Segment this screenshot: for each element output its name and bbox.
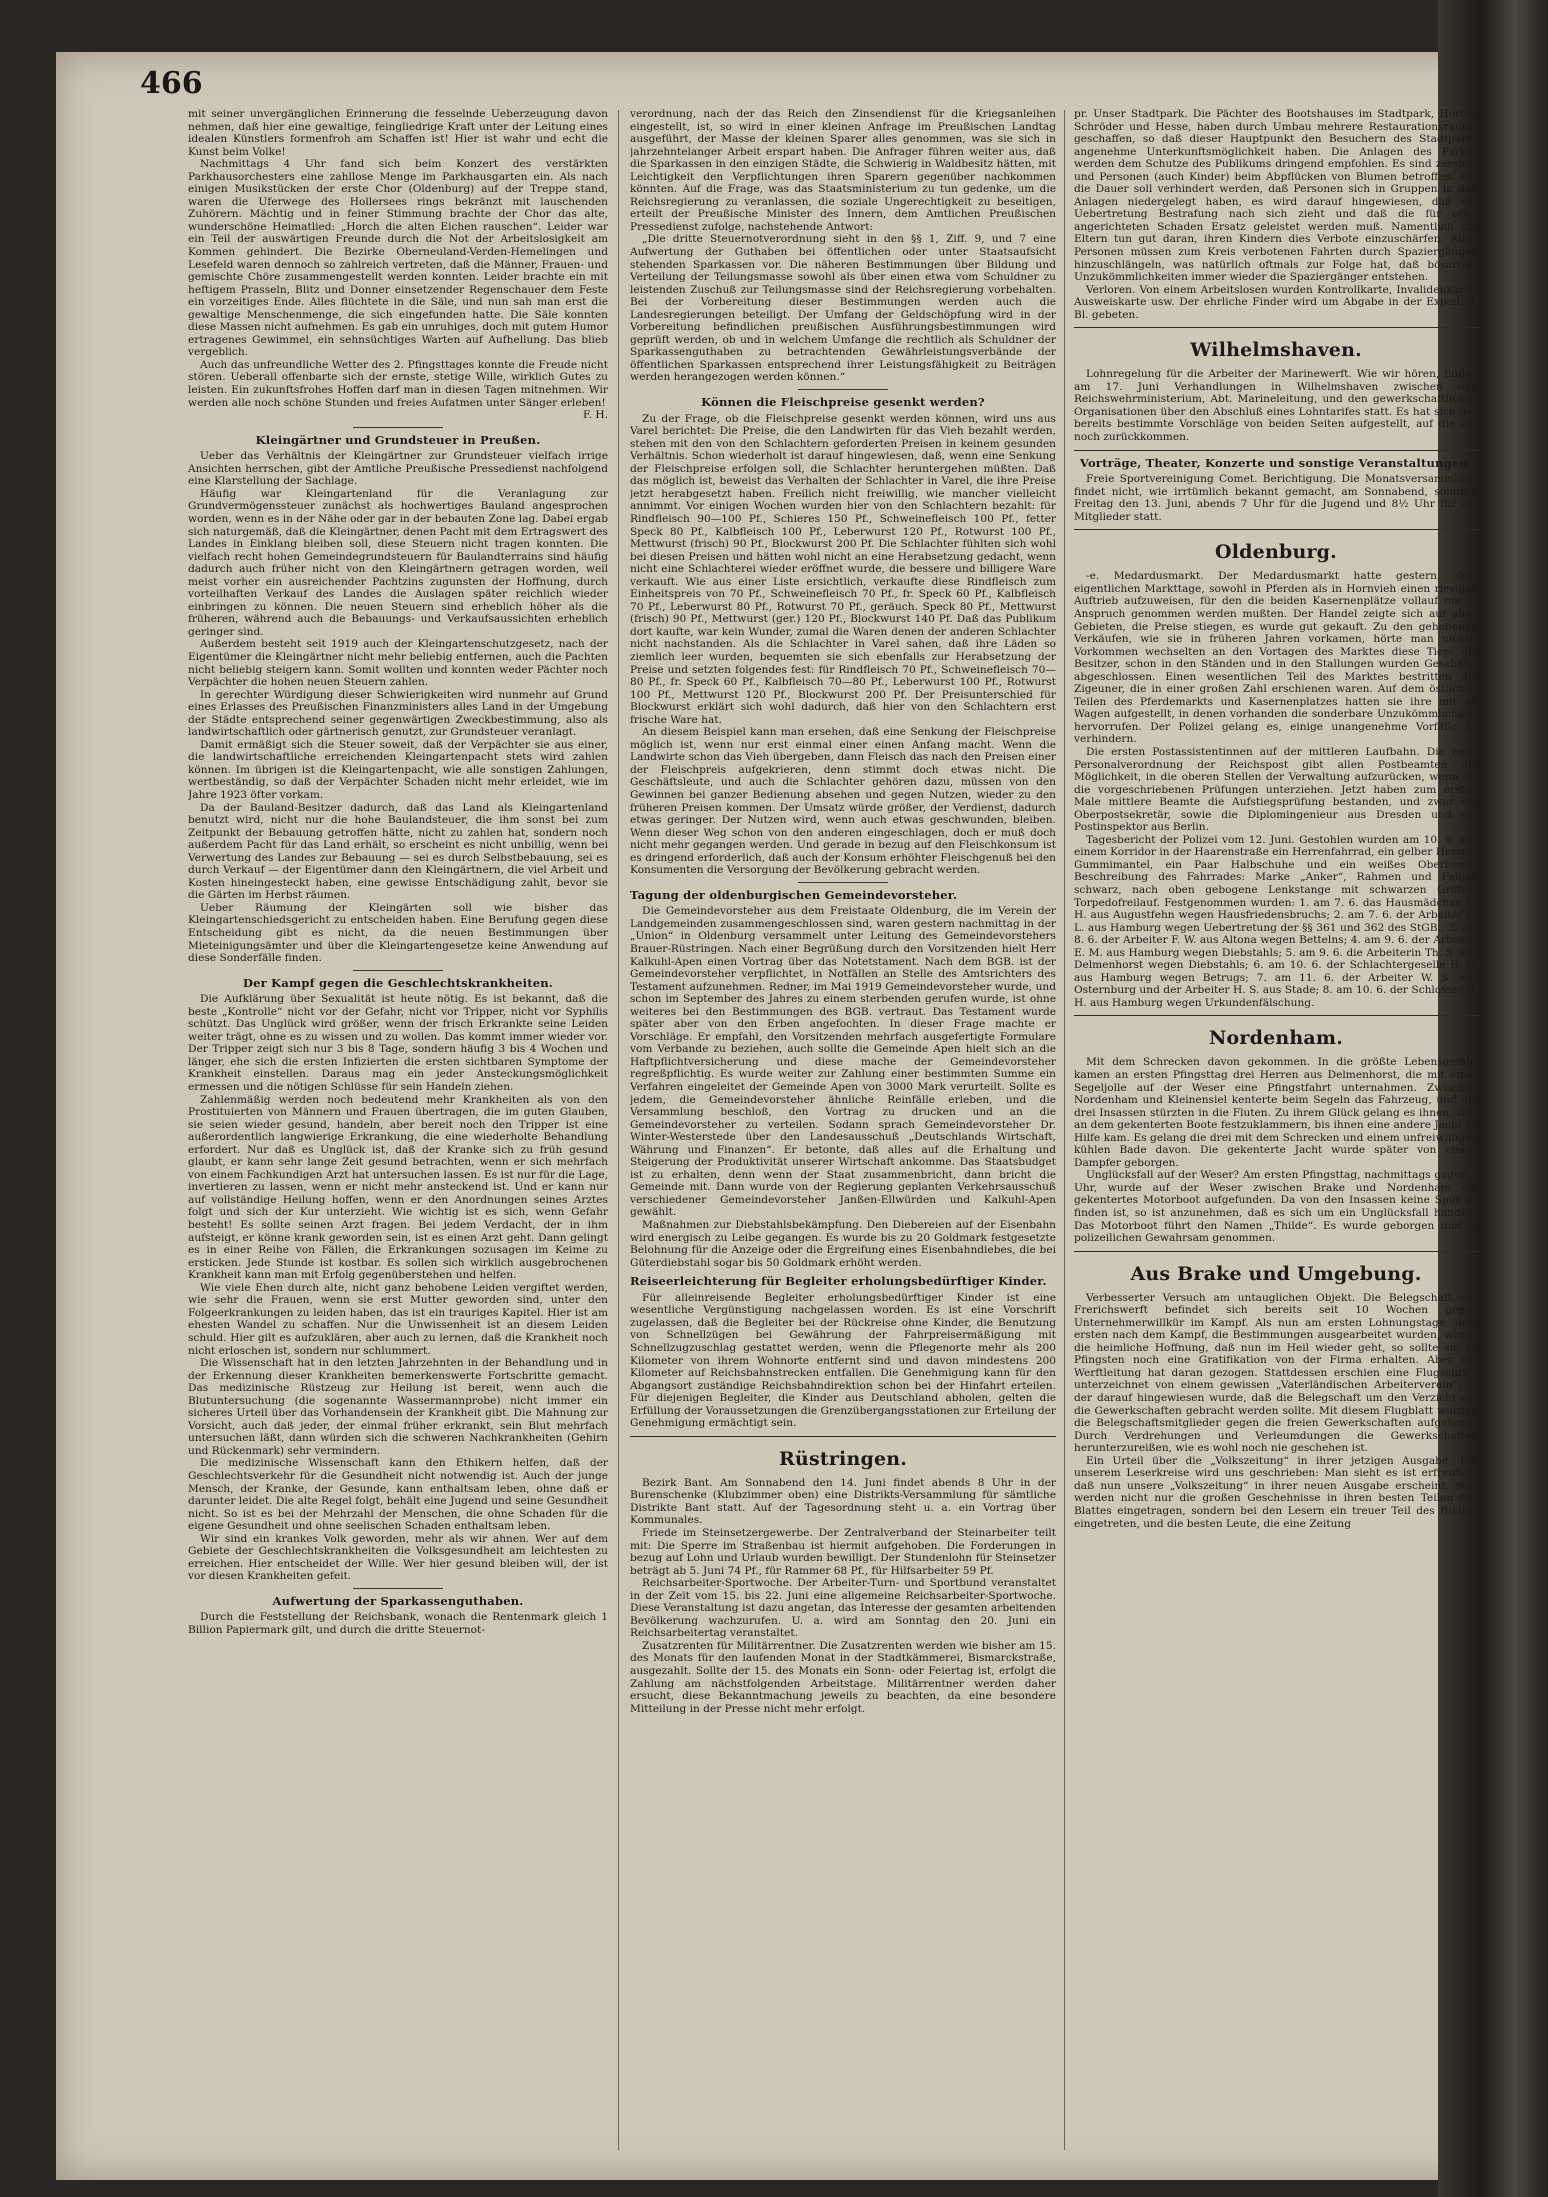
article-text: Unglücksfall auf der Weser? Am ersten Pfingsttag, nachmittags gegen 3 Uhr, wurde auf der Weser zwischen Brake und Nordenham ein gekentertes Motorboot aufgefunden. Da von den Insassen keine Spur zu finden ist, so ist anzunehmen, daß es sich um ein Unglücksfall handelt. Das Motorboot führt den Namen „Thilde“. Es wurde geborgen und in polizeilichen Gewahrsam genommen.: [1074, 1169, 1478, 1245]
article-text: Da der Bauland-Besitzer dadurch, daß das Land als Kleingartenland benutzt wird, nicht nur die hohe Baulandsteuer, die ihm sonst bei zum Zeitpunkt der Bebauung getroffen hätte, nicht zu zahlen hat, sondern noch außerdem Pacht für das Land erhält, so erscheint es nicht unbillig, wenn bei Verwertung des Landes zur Bebauung — sei es durch Selbstbebauung, sei es durch Verkauf — der Eigentümer dann den Kleingärtnern, die viel Arbeit und Kosten hineingesteckt haben, eine gewisse Entschädigung zahlt, bevor sie die Gärten im Herbst räumen.: [188, 801, 608, 902]
article-text: Ueber das Verhältnis der Kleingärtner zur Grundsteuer vielfach irrige Ansichten herrschen, gibt der Amtliche Preußische Pressedienst nachfolgend eine Klarstellung der Sachlage.: [188, 450, 608, 488]
separator: [353, 1588, 443, 1589]
column-left: [188, 108, 608, 2158]
article-text: Maßnahmen zur Diebstahlsbekämpfung. Den Diebereien auf der Eisenbahn wird energisch zu Leibe gegangen. Es wurde bis zu 20 Goldmark festgesetzte Belohnung für die Anzeige oder die Ergreifung eines Eisenbahndiebes, die bei Güterdiebstahl sogar bis 50 Goldmark erhöht werden.: [630, 1219, 1056, 1269]
article-text: Verloren. Von einem Arbeitslosen wurden Kontrollkarte, Invalidenkarte, Ausweiskarte usw. Der ehrliche Finder wird um Abgabe in der Exped. d. Bl. gebeten.: [1074, 283, 1478, 321]
headline: Tagung der oldenburgischen Gemeindevorsteher.: [630, 887, 958, 902]
headline: Können die Fleischpreise gesenkt werden?: [701, 395, 985, 410]
article-text: Häufig war Kleingartenland für die Veranlagung zur Grundvermögenssteuer zunächst als hochwertiges Bauland angesprochen worden, wenn es in der Nähe oder gar in der bebauten Zone lag. Dabei ergab sich naturgemäß, daß die Kleingärtner, denen Pacht mit dem Ertragswert des Landes in Einklang bleiben soll, diese Steuern nicht tragen konnten. Die vielfach recht hohen Gemeindegrundsteuern für Baulandterrains sind häufig dadurch auch früher nicht von den Kleingärtnern getragen worden, weil meist vorher ein ausreichender Pachtzins zugunsten der Hoffnung, durch vorteilhaften Verkauf des Landes die Auslagen später reichlich wieder einbringen zu können. Die neuen Steuern sind erheblich höher als die früheren, während auch die Bebauungs- und Verkaufsaussichten erheblich geringer sind.: [188, 487, 608, 638]
headline: Kleingärtner und Grundsteuer in Preußen.: [255, 432, 541, 447]
article-text: Ueber Räumung der Kleingärten soll wie bisher das Kleingartenschiedsgericht zu entscheiden haben. Eine Berufung gegen diese Entscheidung gibt es nicht, da die neuen Bestimmungen über Mieteinigungsämter und über die Kleingartengesetze keine Anwendung auf diese Sonderfälle finden.: [188, 901, 608, 965]
article-text: Die Aufklärung über Sexualität ist heute nötig. Es ist bekannt, daß die beste „Kontrolle“ nicht vor der Gefahr, nicht vor Tripper, nicht vor Syphilis schützt. Das Unglück wird größer, wenn der frisch Erkrankte seine Leiden weiter trägt, ohne es zu wissen und zu wollen. Das kommt immer wieder vor. Der Tripper zeigt sich nur 3 bis 8 Tage, sondern häufig 3 bis 4 Wochen und länger, ehe sich die ersten Infizierten die ersten sichtbaren Symptome der Krankheit einstellen. Daraus mag ein jeder Ansteckungsmöglichkeit ermessen und die nötigen Schlüsse für sein Handeln ziehen.: [188, 993, 608, 1094]
article-text: Die Wissenschaft hat in den letzten Jahrzehnten in der Behandlung und in der Erkennung dieser Krankheiten bemerkenswerte Fortschritte gemacht. Das medizinische Rüstzeug zur Heilung ist bereit, wenn auch die Blutuntersuchung (die sogenannte Wassermannprobe) nicht immer ein sicheres Urteil über das Vorhandensein der Krankheit gibt. Die Mahnung zur Vorsicht, auch daß jeder, der einmal früher erkrankt, sein Blut mehrfach untersuchen läßt, dann würden sich die schweren Nachkrankheiten (Gehirn und Rückenmark) sehr vermindern.: [188, 1357, 608, 1457]
article-text: Reichsarbeiter-Sportwoche. Der Arbeiter-Turn- und Sportbund veranstaltet in der Zeit vom 15. bis 22. Juni eine allgemeine Reichsarbeiter-Sportwoche. Diese Veranstaltung ist dazu angetan, das Interesse der gesamten arbeitenden Bevölkerung wachzurufen. U. a. wird am Sonntag den 20. Juni ein Reichsarbeitertag veranstaltet.: [630, 1577, 1056, 1640]
article-text: Zahlenmäßig werden noch bedeutend mehr Krankheiten als von den Prostituierten von Männern und Frauen übertragen, die im guten Glauben, sie seien wieder gesund, handeln, aber bereit noch den Tripper ist eine außerordentlich langwierige Erkrankung, die eine wiederholte Behandlung erfordert. Nur daß es Unglück ist, daß der Kranke sich zu früh gesund glaubt, er kann sehr lange Zeit gesund betrachten, wenn er sich mehrfach von einem Fachkundigen Arzt hat untersuchen lassen. Es ist nur für die Lage, invertieren zu lassen, wenn er nicht mehr ansteckend ist. Und er kann nur auf vollständige Heilung hoffen, wenn er den Anordnungen seines Arztes folgt und sich der Kur unterzieht. Wie wichtig ist es sich, wenn Gefahr besteht! Es sollte seinen Arzt fragen. Bei jedem Verdacht, der in ihm aufsteigt, er könne krank geworden sein, ist es einen Arzt geht. Dann gelingt es in einer Reihe von Fällen, die Erkrankungen sozusagen im Keime zu ersticken. Jede Stunde ist kostbar. Es sollen sich wirklich ausgebrochenen Krankheit kann man mit Erfolg gegenüberstehen und helfen.: [188, 1093, 608, 1282]
article-text: Wir sind ein krankes Volk geworden, mehr als wir ahnen. Wer auf dem Gebiete der Geschlechtskrankheiten die Volksgesundheit am leichtesten zu erreichen. Hier entscheidet der Wille. Wer hier gesund bleiben will, der ist vor diesen Krankheiten gefeit.: [188, 1532, 608, 1583]
article-text: Nachmittags 4 Uhr fand sich beim Konzert des verstärkten Parkhausorchesters eine zahllose Menge im Parkhausgarten ein. Als nach einigen Musikstücken der erste Chor (Oldenburg) auf der Treppe stand, waren die Uferwege des Hollersees rings bekränzt mit lauschenden Zuhörern. Mächtig und in feiner Stimmung brachte der Chor das alte, wunderschöne Heimatlied: „Horch die alten Eichen rauschen“. Leider war ein Teil der auswärtigen Freunde durch die Not der Arbeitslosigkeit am Kommen gehindert. Die Bezirke Oberneuland-Verden-Hemelingen und Lesefeld waren dennoch so zahlreich vertreten, daß die Männer, Frauen- und gemischte Chöre zusammengestellt werden konnten. Leider brachte ein mit heftigem Prasseln, Blitz und Donner einsetzender Regenschauer dem Feste ein vorzeitiges Ende. Alles flüchtete in die Säle, und nun sah man erst die gewaltige Menschenmenge, die sich eingefunden hatte. Die Säle konnten diese Massen nicht aufnehmen. Es gab ein unruhiges, doch mit gutem Humor ertragenes Gewimmel, ein sehnsüchtiges Warten auf Aufhellung. Das blieb vergeblich.: [188, 158, 608, 359]
section-rule: [1074, 1015, 1478, 1016]
separator: [353, 970, 443, 971]
article-text: Die medizinische Wissenschaft kann den Ethikern helfen, daß der Geschlechtsverkehr für die Gesundheit nicht notwendig ist. Auch der junge Mensch, der Kranke, der Gesunde, kann enthaltsam leben, ohne daß er darunter leidet. Die alte Regel folgt, behält eine Jugend und seine Gesundheit nicht. So ist es bei der Mehrzahl der Menschen, die ohne Schaden für die eigene Gesundheit und ohne seelischen Schaden enthaltsam leben.: [188, 1457, 608, 1533]
article-text: Damit ermäßigt sich die Steuer soweit, daß der Verpächter sie aus einer, die landwirtschaftliche erreichenden Kleingartenpacht stets wird zahlen können. Im übrigen ist die Kleingartenpacht, wie alle sonstigen Zahlungen, wertbeständig, so daß der Verpächter Schaden nicht mehr erleidet, wie im Jahre 1923 öfter vorkam.: [188, 738, 608, 801]
headline: Der Kampf gegen die Geschlechtskrankheiten.: [242, 975, 554, 990]
page-number: 466: [140, 66, 203, 101]
section-rule: [1074, 450, 1478, 451]
column-right: [1074, 108, 1478, 2158]
article-text: Friede im Steinsetzergewerbe. Der Zentralverband der Steinarbeiter teilt mit: Die Sperre im Straßenbau ist hiermit aufgehoben. Die Forderungen in bezug auf Lohn und Urlaub wurden bewilligt. Der Stundenlohn für Steinsetzer beträgt ab 5. Juni 74 Pf., für Rammer 68 Pf., für Hilfsarbeiter 59 Pf.: [630, 1526, 1056, 1577]
article-text: In gerechter Würdigung dieser Schwierigkeiten wird nunmehr auf Grund eines Erlasses des Preußischen Finanzministers alles Land in der Umgebung der Städte entsprechend seiner gegenwärtigen Zweckbestimmung, also als landwirtschaftlich oder gärtnerisch genutzt, zur Grundsteuer veranlagt.: [188, 688, 608, 739]
column-rule: [618, 110, 619, 2150]
separator: [798, 389, 888, 390]
article-text: Für alleinreisende Begleiter erholungsbedürftiger Kinder ist eine wesentliche Vergünstigung nachgelassen worden. Es ist eine Vorschrift zugelassen, daß die Begleiter bei der Rückreise ohne Kinder, die Benutzung von Schnellzügen bei Gewährung der Fahrpreisermäßigung mit Schnellzugzuschlag gestattet werden, wenn die Pflegenorte mehr als 200 Kilometer von ihrem Wohnorte entfernt sind und davon mindestens 200 Kilometer auf Reichsbahnstrecken entfallen. Die Genehmigung kann für den Abgangsort zuständige Reichsbahndirektion schon bei der Hinfahrt erteilen. Für diejenigen Begleiter, die Kinder aus Deutschland abholen, gelten die Erfüllung der Voraussetzungen die Grenzübergangsstationen zur Erteilung der Genehmigung ermächtigt sein.: [630, 1291, 1056, 1430]
author-signature: F. H.: [582, 409, 608, 422]
article-text: Zusatzrenten für Militärrentner. Die Zusatzrenten werden wie bisher am 15. des Monats für den laufenden Monat in der Stadtkämmerei, Bismarckstraße, ausgezahlt. Sollte der 15. des Monats ein Sonn- oder Feiertag ist, erfolgt die Zahlung am nächstfolgenden Arbeitstage. Militärrentner werden daher ersucht, diese Bekanntmachung jeweils zu beachten, da eine besondere Mitteilung in der Presse nicht mehr erfolgt.: [630, 1639, 1056, 1715]
article-text: Zu der Frage, ob die Fleischpreise gesenkt werden können, wird uns aus Varel berichtet: Die Preise, die den Landwirten für das Vieh bezahlt werden, stehen mit den von den Schlachtern geforderten Preisen in keinem gesunden Verhältnis. Schon wiederholt ist darauf hingewiesen, daß, wenn eine Senkung der Fleischpreise erfolgen soll, die Schlachter heruntergehen müßten. Daß das möglich ist, beweist das Verhalten der Schlachter in Varel, die ihre Preise jetzt herabgesetzt haben. Freilich nicht freiwillig, wie mancher vielleicht annimmt. Vor einigen Wochen wurden hier von den Schlachtern bezahlt: für Rindfleisch 90—100 Pf., Schieres 150 Pf., Schweinefleisch 100 Pf., fetter Speck 80 Pf., Kalbfleisch 100 Pf., Leberwurst 120 Pf., Rotwurst 100 Pf., Mettwurst (frisch) 90 Pf., Blockwurst 200 Pf. Die Schlachter fühlten sich wohl bei diesen Preisen und hätten wohl nicht an eine Herabsetzung gedacht, wenn nicht eine Schlachterei wieder eröffnet wurde, die bessere und billigere Ware verkauft. Wie aus einer Liste ersichtlich, verkaufte diese Rindfleisch zum Einheitspreis von 70 Pf., Schweinefleisch 70 Pf., fr. Speck 60 Pf., Kalbfleisch 70 Pf., Leberwurst 80 Pf., Rotwurst 70 Pf., geräuch. Speck 80 Pf., Mettwurst (frisch) 90 Pf., Mettwurst (ger.) 120 Pf., Blockwurst 140 Pf. Daß das Publikum dort kaufte, war kein Wunder, zumal die Waren denen der anderen Schlachter nicht nachstanden. Als die Schlachter in Varel sahen, daß ihre Läden so ziemlich leer wurden, bequemten sie sich ebenfalls zur Herabsetzung der Preise und setzten folgendes fest: für Rindfleisch 70 Pf., Schweinefleisch 70—80 Pf., fr. Speck 60 Pf., Kalbfleisch 70—80 Pf., Leberwurst 100 Pf., Rotwurst 100 Pf., Mettwurst 120 Pf., Blockwurst 200 Pf. Der Preisunterschied für Blockwurst erklärt sich wohl dadurch, daß hier von den Schlachtern erst frische Ware hat.: [630, 412, 1056, 726]
section-rule: [1074, 529, 1478, 530]
section-heading: Nordenham.: [1208, 1027, 1344, 1050]
article-text: Mit dem Schrecken davon gekommen. In die größte Lebensgefahr kamen an ersten Pfingsttag drei Herren aus Delmenhorst, die mit einer Segeljolle auf der Weser eine Pfingstfahrt unternahmen. Zwischen Nordenham und Kleinensiel kenterte beim Segeln das Fahrzeug, und die drei Insassen stürzten in die Fluten. Zu ihrem Glück gelang es ihnen, sich an dem gekenterten Boote festzuklammern, bis ihnen eine andere Jacht zu Hilfe kam. Es gelang die drei mit dem Schrecken und einem unfreiwilligen kühlen Bade davon. Die gekenterte Jacht wurde später von einem Dampfer geborgen.: [1074, 1056, 1478, 1169]
article-text: Verbesserter Versuch am untauglichen Objekt. Die Belegschaft der Frerichswerft befindet sich bereits seit 10 Wochen gegen Unternehmerwillkür im Kampf. Als nun am ersten Lohnungstage, dem ersten nach dem Kampf, die Bestimmungen ausgearbeitet wurden, waren die heimliche Hoffnung, daß nun im Heil wieder geht, so sollte sie zu Pfingsten noch eine Gratifikation von der Firma erhalten. Aber die Werftleitung hat daran gezogen. Stattdessen erschien eine Flugschrift, unterzeichnet von einem gewissen „Vaterländischen Arbeiterverein“, in der darauf hingewiesen wurde, daß die Belegschaft um den Verzicht auf die Gewerkschaften gebracht werden sollte. Mit diesem Flugblatt wurden die Belegschaftsmitglieder gegen die freien Gewerkschaften aufgehetzt. Durch Verdrehungen und Verleumdungen die Gewerkschaften herunterzureißen, wie es wohl noch nie geschehen ist.: [1074, 1291, 1478, 1455]
section-rule: [1074, 327, 1478, 328]
section-rule: [1074, 1251, 1478, 1252]
article-text: An diesem Beispiel kann man ersehen, daß eine Senkung der Fleischpreise möglich ist, wenn nur erst einmal einer einen Anfang macht. Wenn die Landwirte schon das Vieh übergeben, dann Fleisch das nach den Preisen einer der Fleischpreis aufgekrieren, denn stimmt doch etwas nicht. Die Geschäftsleute, und auch die Schlachter gehören dazu, müssen von den Gewinnen bei ganzer Bedienung absehen und gegen Nutzen, wieder zu den früheren Preisen kommen. Der Umsatz würde größer, der Verdienst, dadurch etwas geringer. Der Nutzen wird, wenn auch etwas geschwunden, bleiben. Wenn dieser Weg schon von den anderen eingeschlagen, doch er muß doch nicht mehr gegangen werden. Und gerade in bezug auf den Fleischkonsum ist es dringend erforderlich, daß auch der Konsum erhöhter Fleischgenuß bei den Konsumenten die Versorgung der Bevölkerung gebracht werden.: [630, 726, 1056, 877]
article-text: Ein Urteil über die „Volkszeitung“ in ihrer jetzigen Ausgabe. Ein unserem Leserkreise wird uns geschrieben: Man sieht es ist erfreulich, daß nun unsere „Volkszeitung“ in ihrer neuen Ausgabe erscheint. Nun werden nicht nur die großen Geschehnisse in ihren besten Teilen des Blattes eingetragen, sondern bei den Lesern ein treuer Teil des Blattes eingetreten, und die besten Leute, die eine Zeitung: [1074, 1454, 1478, 1530]
separator: [798, 882, 888, 883]
article-text: Tagesbericht der Polizei vom 12. Juni. Gestohlen wurden am 10. 6. aus einem Korridor in der Haarenstraße ein Herrenfahrrad, ein gelber Herren-Gummimantel, ein Paar Halbschuhe und ein weißes Oberhemd. Beschreibung des Fahrrades: Marke „Anker“, Rahmen und Felgen schwarz, nach oben gebogene Lenkstange mit schwarzen Griffen, Torpedofreilauf. Festgenommen wurden: 1. am 7. 6. das Hausmädchen O. H. aus Augustfehn wegen Hausfriedensbruchs; 2. am 7. 6. der Arbeiter E. L. aus Hamburg wegen Uebertretung der §§ 361 und 362 des StGB.; 3. am 8. 6. der Arbeiter F. W. aus Altona wegen Bettelns; 4. am 9. 6. der Arbeiter E. M. aus Hamburg wegen Diebstahls; 5. am 9. 6. die Arbeiterin Th. S. aus Delmenhorst wegen Diebstahls; 6. am 10. 6. der Schlachtergeselle B. D. aus Hamburg wegen Betrugs; 7. am 11. 6. der Arbeiter W. S. aus Osternburg und der Arbeiter H. S. aus Stade; 8. am 10. 6. der Schlosser B. H. aus Hamburg wegen Urkundenfälschung.: [1074, 833, 1478, 1009]
column-middle: [630, 108, 1056, 2158]
article-text: -e. Medardusmarkt. Der Medardusmarkt hatte gestern, dem eigentlichen Markttage, sowohl in Pferden als in Hornvieh einen riesigen Auftrieb aufzuweisen, für den die beiden Kasernenplätze vollauf mit in Anspruch genommen werden mußten. Der Handel zeigte sich auf allen Gebieten, die Preise stiegen, es wurde gut gekauft. Zu den gehobenen Verkäufen, wie sie in früheren Jahren vorkamen, hörte man nichts. Vorkommen wechselten an den Vortagen des Marktes diese Tiere die Besitzer, schon in den Ständen und in den Stallungen wurden Geschäfte abgeschlossen. Einen wesentlichen Teil des Marktes bestritten die Zigeuner, die in einer großen Zahl erschienen waren. Auf dem östlichen Teilen des Pferdemarkts und Kasernenplatzes hatten sie ihre mit 40 Wagen aufgestellt, in denen vorhanden die sonderbare Unzukömmlichkeit hervorrufen. Der Polizei gelang es, einige unangenehme Vorfälle zu verhindern.: [1074, 570, 1478, 746]
article-text: Freie Sportvereinigung Comet. Berichtigung. Die Monatsversammlung findet nicht, wie irrtümlich bekannt gemacht, am Sonnabend, sondern Freitag den 13. Juni, abends 7 Uhr für die Jugend und 8½ Uhr für die Mitglieder statt.: [1074, 473, 1478, 523]
headline: Vorträge, Theater, Konzerte und sonstige Veranstaltungen.: [1079, 455, 1473, 470]
section-heading: Aus Brake und Umgebung.: [1130, 1262, 1422, 1285]
article-text: verordnung, nach der das Reich den Zinsendienst für die Kriegsanleihen eingestellt, ist, so wird in einer kleinen Anfrage im Preußischen Landtag ausgeführt, der Masse der kleinen Sparer alles genommen, was sie sich in jahrzehntelanger Arbeit erspart haben. Die Anfrager führen weiter aus, daß die Sparkassen in den einzigen Städte, die Schwierig in Waldbesitz hätten, mit Leichtigkeit den Verpflichtungen ihren Sparern gegenüber nachkommen könnten. Auf die Frage, was das Staatsministerium zu tun gedenke, um die Reichsregierung zu veranlassen, die soziale Ungerechtigkeit zu beseitigen, erteilt der Preußische Minister des Innern, dem Amtlichen Preußischen Pressedienst zufolge, nachstehende Antwort:: [630, 108, 1056, 233]
section-heading: Rüstringen.: [778, 1447, 908, 1470]
headline: Aufwertung der Sparkassenguthaben.: [272, 1593, 524, 1608]
article-text: Bezirk Bant. Am Sonnabend den 14. Juni findet abends 8 Uhr in der Burenschenke (Klubzimmer oben) eine Distrikts-Versammlung für sämtliche Distrikte Bant statt. Auf der Tagesordnung steht u. a. ein Vortrag über Kommunales.: [630, 1476, 1056, 1527]
article-text: Die Gemeindevorsteher aus dem Freistaate Oldenburg, die im Verein der Landgemeinden zusammengeschlossen sind, waren gestern nachmittag in der „Union“ in Oldenburg versammelt unter Leitung des Gemeindevorstehers Brauer-Rüstringen. Nach einer Begrüßung durch den Vorsitzenden hielt Herr Kalkuhl-Apen einen Vortrag über das Notetstament. Nach dem BGB. ist der Gemeindevorsteher verpflichtet, in Notfällen an Stelle des Amtsrichters des Testament aufzunehmen. Redner, im Mai 1919 Gemeindevorsteher wurde, und schon im September des Jahres zu einem sterbenden gerufen wurde, ist ohne weiteres bei den Bestimmungen des BGB. vertraut. Das Testament wurde später aber von den Erben angefochten. In dieser Frage machte er Vorschläge. Er empfahl, den Vorsitzenden mehrfach ausgefertigte Formulare vom Verbande zu beziehen, auch sollte die Gemeinde Apen hielt sich an die Haftpflichtversicherung und diese mache der Gemeindevorsteher regreßpflichtig. Es wurde weiter zur Zahlung einer bestimmten Summe ein Verfahren eingeleitet der Gemeinde Apen von 3000 Mark verurteilt. Sollte es jedem, die Gemeindevorsteher ähnliche Reinfälle erleben, und die Versammlung beschloß, den Vortrag zu drucken und an die Gemeindevorsteher zu verteilen. Sodann sprach Gemeindevorsteher Dr. Winter-Westerstede über den Landesausschuß „Deutschlands Wirtschaft, Währung und Finanzen“. Er betonte, daß alles auf die Erhaltung und Steigerung der Produktivität unserer Wirtschaft ankomme. Das Staatsbudget ist zu erhalten, denn wenn der Staat zusammenbricht, dann bricht die Gemeinde mit. Dann wurde von der Regierung geplanten Verkehrsausschuß verschiedener Gemeindevorsteher Janßen-Ellwürden und Kalkuhl-Apen gewählt.: [630, 905, 1056, 1219]
article-text: Auch das unfreundliche Wetter des 2. Pfingsttages konnte die Freude nicht stören. Ueberall offenbarte sich der ernste, stetige Wille, wirklich Gutes zu leisten. Ein zukunftsfrohes Hoffen darf man in diesen Tagen mitnehmen. Wir werden alle noch schöne Stunden und freies Aufatmen unter Sänger erleben!: [188, 358, 608, 409]
article-text: „Die dritte Steuernotverordnung sieht in den §§ 1, Ziff. 9, und 7 eine Aufwertung der Guthaben bei öffentlichen oder unter Staatsaufsicht stehenden Sparkassen vor. Die näheren Bestimmungen über Bildung und Verteilung der Teilungsmasse sowohl als über einen etwa vom Schuldner zu leistenden Zuschuß zur Teilungsmasse sind der Reichsregierung vorbehalten. Bei der Vorbereitung dieser Bestimmungen werden auch die Landesregierungen beteiligt. Der Umfang der Geldschöpfung wird in der Vorbereitung befindlichen preußischen Ausführungsbestimmungen wird geprüft werden, ob und in welchem Umfange die rechtlich als Schuldner der Sparkassenguthaben zu betrachtenden Gewährleistungsverbände der öffentlichen Sparkassen entsprechend ihrer Leistungsfähigkeit zu Beiträgen werden herangezogen werden können.“: [630, 233, 1056, 384]
article-text: Die ersten Postassistentinnen auf der mittleren Laufbahn. Die neue Personalverordnung der Reichspost gibt allen Postbeamten die Möglichkeit, in die oberen Stellen der Verwaltung aufzurücken, wenn sie die vorgeschriebenen Prüfungen unterziehen. Jetzt haben zum ersten Male mittlere Beamte die Aufstiegsprüfung bestanden, und zwar ein Oberpostsekretär, sowie die Diplomingenieur aus Dresden und ein Postinspektor aus Berlin.: [1074, 745, 1478, 834]
article-text: mit seiner unvergänglichen Erinnerung die fesselnde Ueberzeugung davon nehmen, daß hier eine gewaltige, feingliedrige Kraft unter der Leitung eines idealen Künstlers formenfroh am Schaffen ist! Hier ist wahr und echt die Kunst beim Volke!: [188, 108, 608, 158]
article-text: Lohnregelung für die Arbeiter der Marinewerft. Wie wir hören, finden am 17. Juni Verhandlungen in Wilhelmshaven zwischen den Reichswehrministerium, Abt. Marineleitung, und den gewerkschaftlichen Organisationen über den Abschluß eines Lohntarifes statt. Es hat sich das bereits bestimmte Vorschläge von beiden Seiten aufgestellt, auf die wir noch zurückkommen.: [1074, 368, 1478, 444]
column-rule: [1064, 110, 1065, 2150]
article-text: Durch die Feststellung der Reichsbank, wonach die Rentenmark gleich 1 Billion Papiermark gilt, und durch die dritte Steuernot-: [188, 1611, 608, 1636]
article-text: Wie viele Ehen durch alte, nicht ganz behobene Leiden vergiftet werden, wie sehr die Frauen, wenn sie erst Mutter geworden sind, unter den Folgeerkrankungen zu leiden haben, das ist ein trauriges Kapitel. Hier ist am ehesten Wandel zu schaffen. Nur die Unwissenheit ist an diesem Leiden schuld. Hier gilt es aufzuklären, aber auch zu lernen, daß die Krankheit noch nicht erloschen ist, sondern nur schlummert.: [188, 1281, 608, 1357]
section-heading: Oldenburg.: [1215, 541, 1337, 564]
section-rule: [630, 1436, 1056, 1437]
article-text: Außerdem besteht seit 1919 auch der Kleingartenschutzgesetz, nach der Eigentümer die Kleingärtner nicht mehr beliebig entfernen, auch die Pachten nicht beliebig steigern kann. Somit wollten und konnten weder Pächter noch Verpächter die hohen neuen Steuern zahlen.: [188, 638, 608, 689]
article-text: pr. Unser Stadtpark. Die Pächter des Bootshauses im Stadtpark, Herren Schröder und Hesse, haben durch Umbau mehrere Restaurationsräume geschaffen, so daß dieser Hauptpunkt den Besuchern des Stadtparks angenehme Unterkunftsmöglichkeit haben. Die Anlagen des Parkes werden dem Schutze des Publikums dringend empfohlen. Es sind zerstört und Personen (auch Kinder) beim Abpflücken von Blumen betroffen. Auf die Dauer soll verhindert werden, daß Personen sich in Gruppen in den Anlagen niedergelegt haben, es wird darauf hingewiesen, daß die Uebertretung Bestrafung nach sich zieht und daß die für etwa angerichteten Schaden Ersatz geleistet werden muß. Namentlich die Eltern tun gut daran, ihren Kindern dies Verbote einzuschärfen. Allen Personen müssen zum Kreis verbotenen Fahrten durch Spaziergängen hinzuschlängeln, was natürlich oftmals zur Folge hat, daß bösartige Unzukömmlichkeiten immer wieder die Spaziergänger entstehen.: [1074, 108, 1478, 284]
section-heading: Wilhelmshaven.: [1190, 339, 1362, 362]
headline: Reiseerleichterung für Begleiter erholungsbedürftiger Kinder.: [630, 1274, 1047, 1289]
separator: [353, 427, 443, 428]
